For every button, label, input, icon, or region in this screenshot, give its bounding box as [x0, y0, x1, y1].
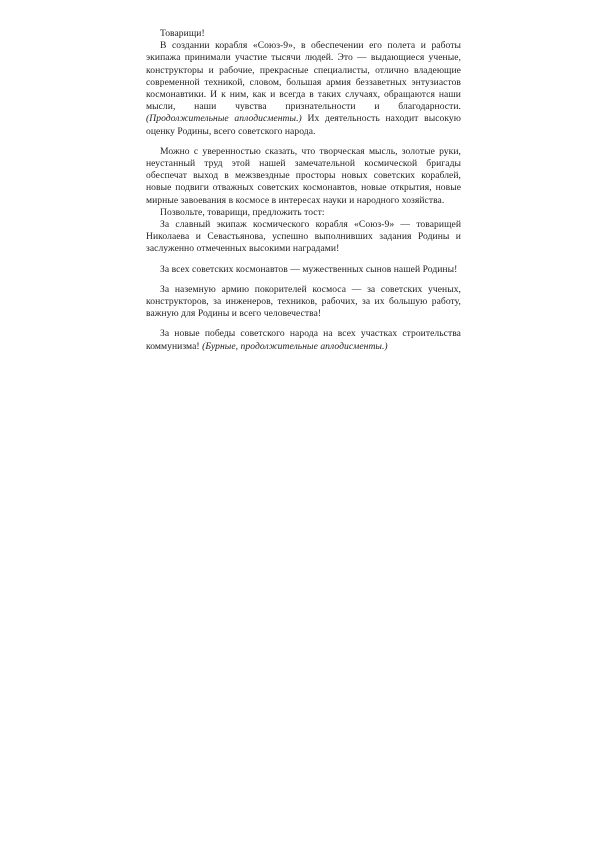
- paragraph-toast-victories: [146, 328, 461, 352]
- paragraph-text: За новые победы советского народа на всех участках строительства коммунизма!: [146, 328, 461, 352]
- paragraph-toast-crew: [146, 219, 461, 256]
- paragraph-toast-ground-army: [146, 284, 461, 321]
- applause-remark: (Продолжительные аплодисменты.): [146, 113, 302, 125]
- paragraph-text: Позвольте, товарищи, предложить тост:: [160, 206, 325, 218]
- paragraph-text: Товарищи!: [160, 28, 205, 39]
- paragraph-text: За славный экипаж космического корабля «Союз-9» — товарищей Николаева и Севастьянова, успешно выполнивших задания Родины и заслуженно отмеченных высокими наградами!: [146, 219, 461, 255]
- paragraph-confidence: [146, 146, 461, 207]
- paragraph-text: Можно с уверенностью сказать, что творческая мысль, золотые руки, неустанный труд этой нашей замечательной космической бригады обеспечат выход в межзвездные просторы новых советских кораблей, новые подвиги отважных советских космонавтов, новые открытия, новые мирные завоевания в космосе в интересах науки и народного хозяйства.: [146, 145, 461, 206]
- paragraph-soyuz-9-team: [146, 40, 461, 138]
- document-body: [146, 28, 461, 353]
- paragraph-text: За всех советских космонавтов — мужественных сынов нашей Родины!: [160, 263, 458, 275]
- paragraph-toast-intro: [146, 207, 461, 219]
- paragraph-greeting: [146, 28, 461, 40]
- applause-remark: (Бурные, продолжительные аплодисменты.): [202, 340, 388, 352]
- paragraph-text: За наземную армию покорителей космоса — за советских ученых, конструкторов, за инженеров, техников, рабочих, за их большую работу, важную для Родины и всего человечества!: [146, 283, 461, 320]
- paragraph-text: В создании корабля «Союз-9», в обеспечении его полета и работы экипажа принимали участие тысячи людей. Это — выдающиеся ученые, конструкторы и рабочие, прекрасные специалисты, отлично владеющие современной техникой, словом, большая армия беззаветных энтузиастов космонавтики. И к ним, как и всегда в таких случаях, обращаются наши мысли, наши чувства признательности и благодарности.: [146, 40, 461, 113]
- paragraph-text-tail: Их деятельность находит высокую оценку Родины, всего советского народа.: [146, 113, 461, 137]
- paragraph-toast-cosmonauts: [146, 264, 461, 276]
